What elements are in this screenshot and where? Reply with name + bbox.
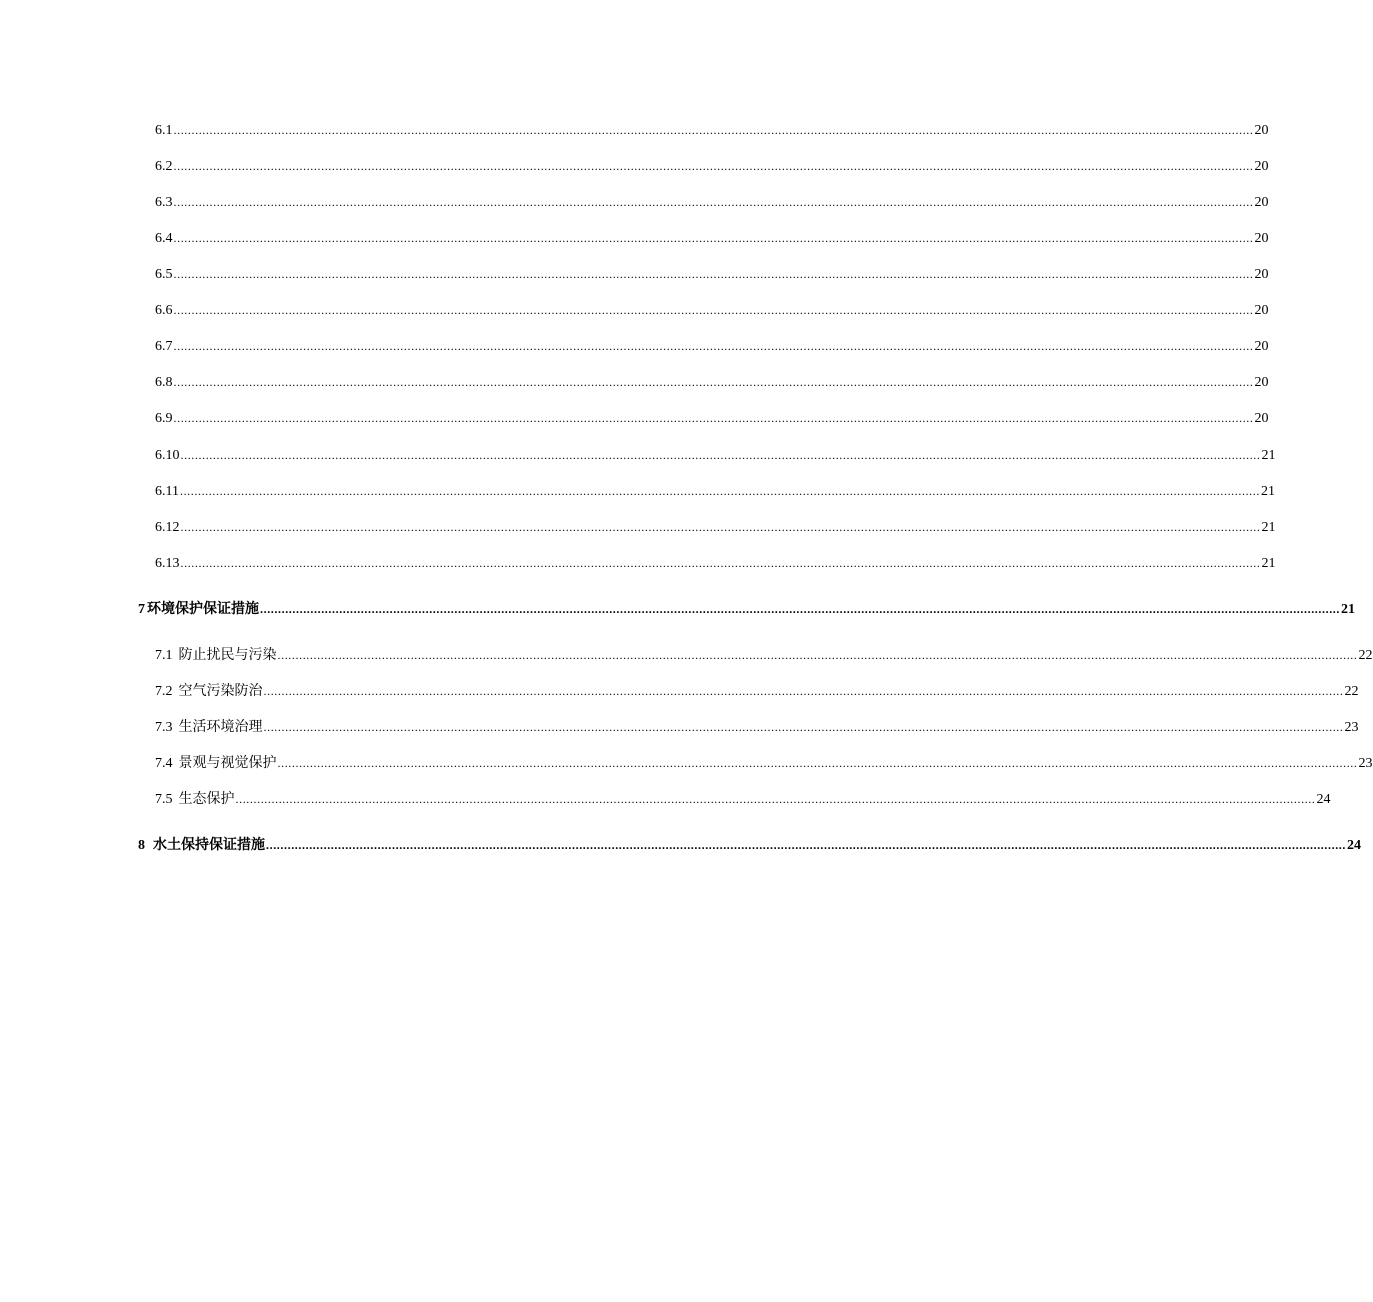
toc-entry-6-1[interactable]	[155, 121, 1269, 139]
toc-page-number: 20	[1254, 375, 1269, 390]
toc-entry-6-8[interactable]	[155, 373, 1269, 391]
toc-entry-7-2[interactable]	[155, 682, 1359, 700]
toc-page-number: 20	[1254, 159, 1269, 174]
toc-page-number: 23	[1344, 720, 1359, 735]
toc-leader-dots: ............................................................................................................................................................................................................................................................................................................	[180, 556, 1261, 570]
toc-chapter-title: 环境保护保证措施	[147, 602, 259, 617]
toc-leader-dots: ............................................................................................................................................................................................................................................................................................................	[173, 339, 1254, 353]
toc-entry-number: 6.6	[155, 303, 173, 318]
toc-entry-number: 7.4	[155, 756, 173, 771]
toc-entry-7-5[interactable]	[155, 790, 1331, 808]
toc-entry-title: 景观与视觉保护	[178, 756, 277, 771]
toc-page-number: 20	[1254, 303, 1269, 318]
toc-page-number: 20	[1254, 123, 1269, 138]
toc-leader-dots: ............................................................................................................................................................................................................................................................................................................	[173, 267, 1254, 281]
toc-entry-6-10[interactable]	[155, 446, 1276, 464]
toc-leader-dots: ............................................................................................................................................................................................................................................................................................................	[277, 756, 1358, 770]
toc-leader-dots: ............................................................................................................................................................................................................................................................................................................	[173, 375, 1254, 389]
toc-entry-6-2[interactable]	[155, 157, 1269, 175]
toc-entry-label	[155, 755, 277, 773]
toc-entry-number: 6.13	[155, 556, 180, 571]
toc-entry-6-11[interactable]	[155, 482, 1275, 500]
toc-entry-number: 7.5	[155, 792, 173, 807]
toc-entry-title: 空气污染防治	[178, 684, 263, 699]
toc-chapter-7[interactable]	[138, 600, 1355, 618]
toc-leader-dots: ............................................................................................................................................................................................................................................................................................................	[266, 838, 1346, 852]
toc-leader-dots: ............................................................................................................................................................................................................................................................................................................	[173, 411, 1254, 425]
toc-page-number: 21	[1261, 556, 1276, 571]
toc-page-number: 23	[1358, 756, 1373, 771]
toc-entry-number: 7.3	[155, 720, 173, 735]
toc-page-number: 24	[1347, 838, 1361, 853]
toc-entry-label	[155, 719, 263, 737]
toc-page-number: 22	[1358, 648, 1373, 663]
toc-chapter-number: 8	[138, 838, 145, 853]
toc-entry-6-13[interactable]	[155, 554, 1276, 572]
toc-entry-number: 6.2	[155, 159, 173, 174]
toc-chapter-number: 7	[138, 602, 145, 617]
toc-entry-number: 6.1	[155, 123, 173, 138]
toc-leader-dots: ............................................................................................................................................................................................................................................................................................................	[179, 484, 1260, 498]
toc-leader-dots: ............................................................................................................................................................................................................................................................................................................	[173, 159, 1254, 173]
toc-leader-dots: ............................................................................................................................................................................................................................................................................................................	[263, 720, 1344, 734]
toc-entry-6-9[interactable]	[155, 409, 1269, 427]
toc-entry-label	[155, 647, 277, 665]
toc-leader-dots: ............................................................................................................................................................................................................................................................................................................	[173, 303, 1254, 317]
toc-entry-label	[155, 683, 263, 701]
toc-entry-number: 6.7	[155, 339, 173, 354]
toc-leader-dots: ............................................................................................................................................................................................................................................................................................................	[173, 195, 1254, 209]
toc-leader-dots: ............................................................................................................................................................................................................................................................................................................	[263, 684, 1344, 698]
toc-page-number: 20	[1254, 195, 1269, 210]
toc-entry-number: 6.8	[155, 375, 173, 390]
toc-entry-7-3[interactable]	[155, 718, 1359, 736]
toc-page-number: 21	[1261, 448, 1276, 463]
toc-entry-number: 6.10	[155, 448, 180, 463]
toc-entry-6-3[interactable]	[155, 193, 1269, 211]
toc-entry-number: 7.1	[155, 648, 173, 663]
toc-chapter-title: 水土保持保证措施	[153, 838, 265, 853]
toc-page-number: 20	[1254, 231, 1269, 246]
toc-leader-dots: ............................................................................................................................................................................................................................................................................................................	[235, 792, 1316, 806]
toc-entry-number: 6.4	[155, 231, 173, 246]
toc-chapter-label	[138, 837, 265, 855]
toc-entry-title: 生活环境治理	[178, 720, 263, 735]
toc-entry-title: 防止扰民与污染	[178, 648, 277, 663]
toc-chapter-label	[138, 601, 259, 619]
toc-entry-number: 6.5	[155, 267, 173, 282]
toc-leader-dots: ............................................................................................................................................................................................................................................................................................................	[260, 602, 1340, 616]
toc-entry-title: 生态保护	[178, 792, 235, 807]
toc-entry-6-7[interactable]	[155, 337, 1269, 355]
toc-entry-number: 7.2	[155, 684, 173, 699]
toc-leader-dots: ............................................................................................................................................................................................................................................................................................................	[180, 448, 1261, 462]
toc-page-number: 20	[1254, 267, 1269, 282]
toc-page-number: 24	[1316, 792, 1331, 807]
toc-page-number: 21	[1261, 520, 1276, 535]
toc-entry-label	[155, 791, 235, 809]
toc-entry-number: 6.9	[155, 411, 173, 426]
toc-page-number: 21	[1341, 602, 1355, 617]
toc-leader-dots: ............................................................................................................................................................................................................................................................................................................	[173, 231, 1254, 245]
toc-entry-number: 6.11	[155, 484, 179, 499]
toc-entry-number: 6.3	[155, 195, 173, 210]
toc-entry-7-1[interactable]	[155, 646, 1373, 664]
toc-entry-6-6[interactable]	[155, 301, 1269, 319]
toc-page-number: 20	[1254, 339, 1269, 354]
toc-leader-dots: ............................................................................................................................................................................................................................................................................................................	[173, 123, 1254, 137]
toc-chapter-8[interactable]	[138, 836, 1361, 854]
toc-page-number: 22	[1344, 684, 1359, 699]
toc-entry-number: 6.12	[155, 520, 180, 535]
toc-entry-6-12[interactable]	[155, 518, 1276, 536]
toc-page-number: 20	[1254, 411, 1269, 426]
toc-entry-7-4[interactable]	[155, 754, 1373, 772]
toc-page-number: 21	[1260, 484, 1275, 499]
toc-entry-6-4[interactable]	[155, 229, 1269, 247]
toc-leader-dots: ............................................................................................................................................................................................................................................................................................................	[180, 520, 1261, 534]
toc-entry-6-5[interactable]	[155, 265, 1269, 283]
toc-leader-dots: ............................................................................................................................................................................................................................................................................................................	[277, 648, 1358, 662]
